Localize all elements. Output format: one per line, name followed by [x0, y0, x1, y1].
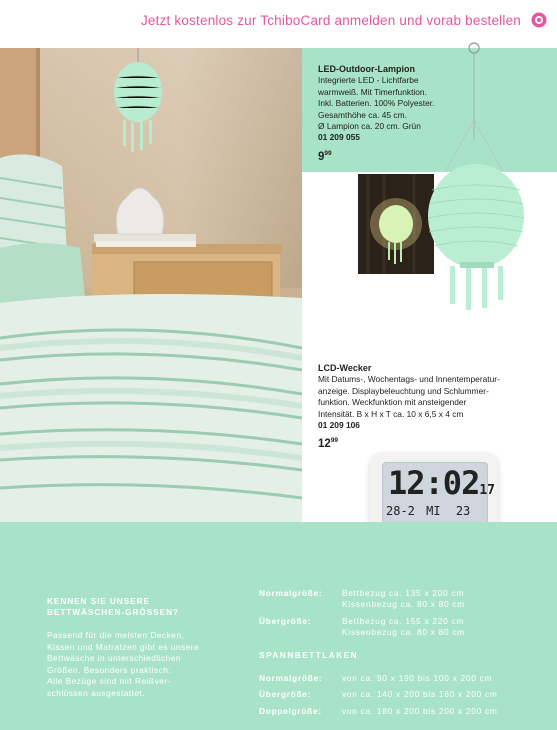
product-desc-line: anzeige. Displaybeleuchtung und Schlummer- [318, 385, 489, 396]
article-number: 01 209 055 [318, 132, 360, 143]
product-desc-line: Gesamthöhe ca. 45 cm. [318, 109, 407, 120]
price: $9^{99}$ [318, 149, 332, 163]
lamp-night-photo [358, 174, 434, 274]
clock-date: 28-2 [386, 504, 415, 518]
product-name: LED-Outdoor-Lampion [318, 64, 415, 74]
article-number: 01 209 106 [318, 420, 360, 431]
product-name: LCD-Wecker [318, 363, 372, 373]
tchibo-card-icon [531, 12, 547, 28]
product-desc-line: Intensität. B x H x T ca. 10 x 6,5 x 4 cm [318, 408, 464, 419]
product-desc-line: funktion. Weckfunktion mit ansteigender [318, 397, 467, 408]
product-desc-line: Inkl. Batterien. 100% Polyester. [318, 98, 435, 109]
bedroom-photo [0, 48, 302, 522]
product-desc-line: Ø Lampion ca. 20 cm. Grün [318, 121, 421, 132]
clock-weekday: MI [426, 504, 441, 518]
promo-link[interactable]: Jetzt kostenlos zur TchiboCard anmelden und vorab bestellen [140, 13, 521, 28]
clock-time: 12:02 [388, 464, 480, 502]
size-tip-text: Passend für die meisten Decken, Kissen und Matratzen gibt es unsere Bettwäsche in unterschiedlichen Größen. Besonders praktisch: Alle Bezüge sind mit Reißver- schlüssen ausgestattet. [47, 630, 200, 698]
clock-temperature: 23 [455, 504, 471, 518]
product-desc-line: Integrierte LED - Lichtfarbe [318, 75, 419, 86]
price: $12^{99}$ [318, 437, 339, 451]
clock-seconds: 17 [479, 483, 495, 498]
clock-product-info [318, 363, 518, 451]
lampion-product-info [318, 64, 448, 163]
product-desc-line: Mit Datums-, Wochentags- und Innentemperatur- [318, 374, 500, 385]
product-desc-line: warmweiß. Mit Timerfunktion. [318, 86, 427, 97]
size-tip-title: KENNEN SIE UNSERE BETTWÄSCHEN-GRÖSSEN? [47, 596, 179, 617]
